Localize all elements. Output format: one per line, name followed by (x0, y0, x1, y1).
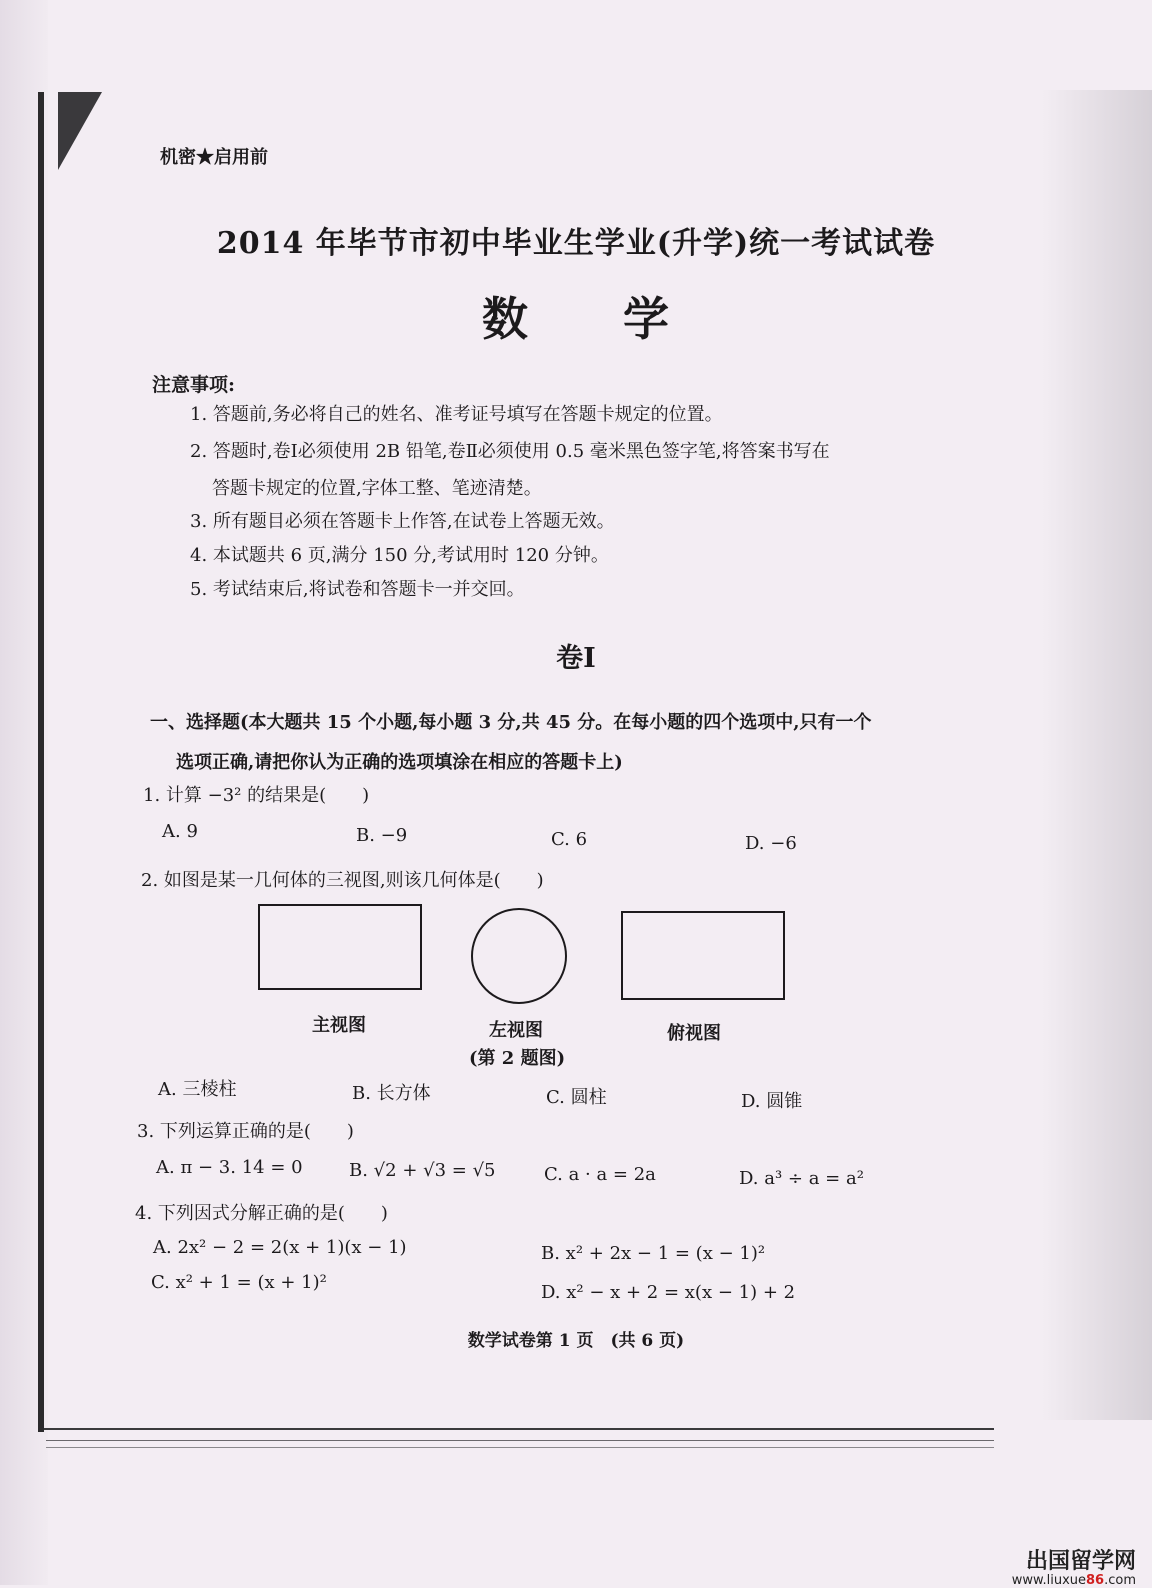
question-3-option-b: B. √2 + √3 = √5 (349, 1160, 496, 1181)
notice-item: 4. 本试题共 6 页,满分 150 分,考试用时 120 分钟。 (190, 545, 609, 566)
question-2-option-d: D. 圆锥 (741, 1091, 803, 1112)
page-bottom-edge (46, 1440, 994, 1441)
question-3-stem: 3. 下列运算正确的是( ) (137, 1121, 354, 1142)
question-4-option-b: B. x² + 2x − 1 = (x − 1)² (541, 1243, 766, 1264)
watermark-url-suffix: .com (1104, 1573, 1136, 1588)
figure-caption: (第 2 题图) (469, 1048, 566, 1069)
watermark-url (1012, 1573, 1136, 1588)
question-4-stem: 4. 下列因式分解正确的是( ) (135, 1203, 388, 1224)
question-1-option-b: B. −9 (356, 825, 408, 846)
watermark-url-accent: 86 (1086, 1573, 1105, 1588)
side-view-caption: 左视图 (489, 1020, 543, 1041)
question-2-option-b: B. 长方体 (352, 1083, 431, 1104)
side-view-circle (471, 908, 567, 1004)
question-4-option-d: D. x² − x + 2 = x(x − 1) + 2 (541, 1282, 796, 1303)
question-4-option-c: C. x² + 1 = (x + 1)² (151, 1272, 327, 1293)
question-3-option-c: C. a · a = 2a (544, 1164, 656, 1185)
question-1-stem: 1. 计算 −3² 的结果是( ) (143, 785, 370, 806)
watermark-url-prefix: www.liuxue (1011, 1573, 1086, 1588)
question-3-option-d: D. a³ ÷ a = a² (739, 1168, 864, 1189)
page-bottom-edge (46, 1447, 994, 1448)
notice-item: 3. 所有题目必须在答题卡上作答,在试卷上答题无效。 (190, 511, 615, 532)
section-title-continued: 选项正确,请把你认为正确的选项填涂在相应的答题卡上) (176, 752, 623, 773)
question-1-option-d: D. −6 (745, 833, 797, 854)
notice-item: 5. 考试结束后,将试卷和答题卡一并交回。 (190, 579, 525, 600)
corner-mark (58, 92, 102, 170)
front-view-rectangle (258, 904, 422, 990)
notice-item: 1. 答题前,务必将自己的姓名、准考证号填写在答题卡规定的位置。 (190, 404, 723, 425)
question-2-stem: 2. 如图是某一几何体的三视图,则该几何体是( ) (141, 870, 544, 891)
question-1-option-a: A. 9 (162, 821, 198, 842)
question-3-option-a: A. π − 3. 14 = 0 (156, 1157, 303, 1178)
confidential-label: 机密★启用前 (160, 147, 268, 168)
question-2-option-a: A. 三棱柱 (158, 1079, 237, 1100)
page-footer: 数学试卷第 1 页 (共 6 页) (467, 1331, 685, 1351)
question-2-option-c: C. 圆柱 (546, 1087, 607, 1108)
page-bottom-edge (44, 1428, 994, 1430)
notice-heading: 注意事项: (152, 374, 236, 396)
question-4-option-a: A. 2x² − 2 = 2(x + 1)(x − 1) (153, 1237, 407, 1258)
subject-title: 数 学 (482, 292, 670, 346)
question-1-option-c: C. 6 (551, 829, 588, 850)
front-view-caption: 主视图 (312, 1015, 366, 1036)
notice-item: 2. 答题时,卷Ⅰ必须使用 2B 铅笔,卷Ⅱ必须使用 0.5 毫米黑色签字笔,将答案书写在 (190, 441, 830, 462)
top-view-caption: 俯视图 (667, 1023, 721, 1044)
watermark-title: 出国留学网 (1025, 1549, 1136, 1574)
exam-title: 2014 年毕节市初中毕业生学业(升学)统一考试试卷 (216, 226, 936, 261)
section-title: 一、选择题(本大题共 15 个小题,每小题 3 分,共 45 分。在每小题的四个选项中,只有一个 (150, 712, 872, 733)
volume-title: 卷Ⅰ (556, 643, 596, 674)
site-watermark (1012, 1544, 1136, 1588)
notice-item-continued: 答题卡规定的位置,字体工整、笔迹清楚。 (212, 478, 542, 499)
top-view-rectangle (621, 911, 785, 1000)
